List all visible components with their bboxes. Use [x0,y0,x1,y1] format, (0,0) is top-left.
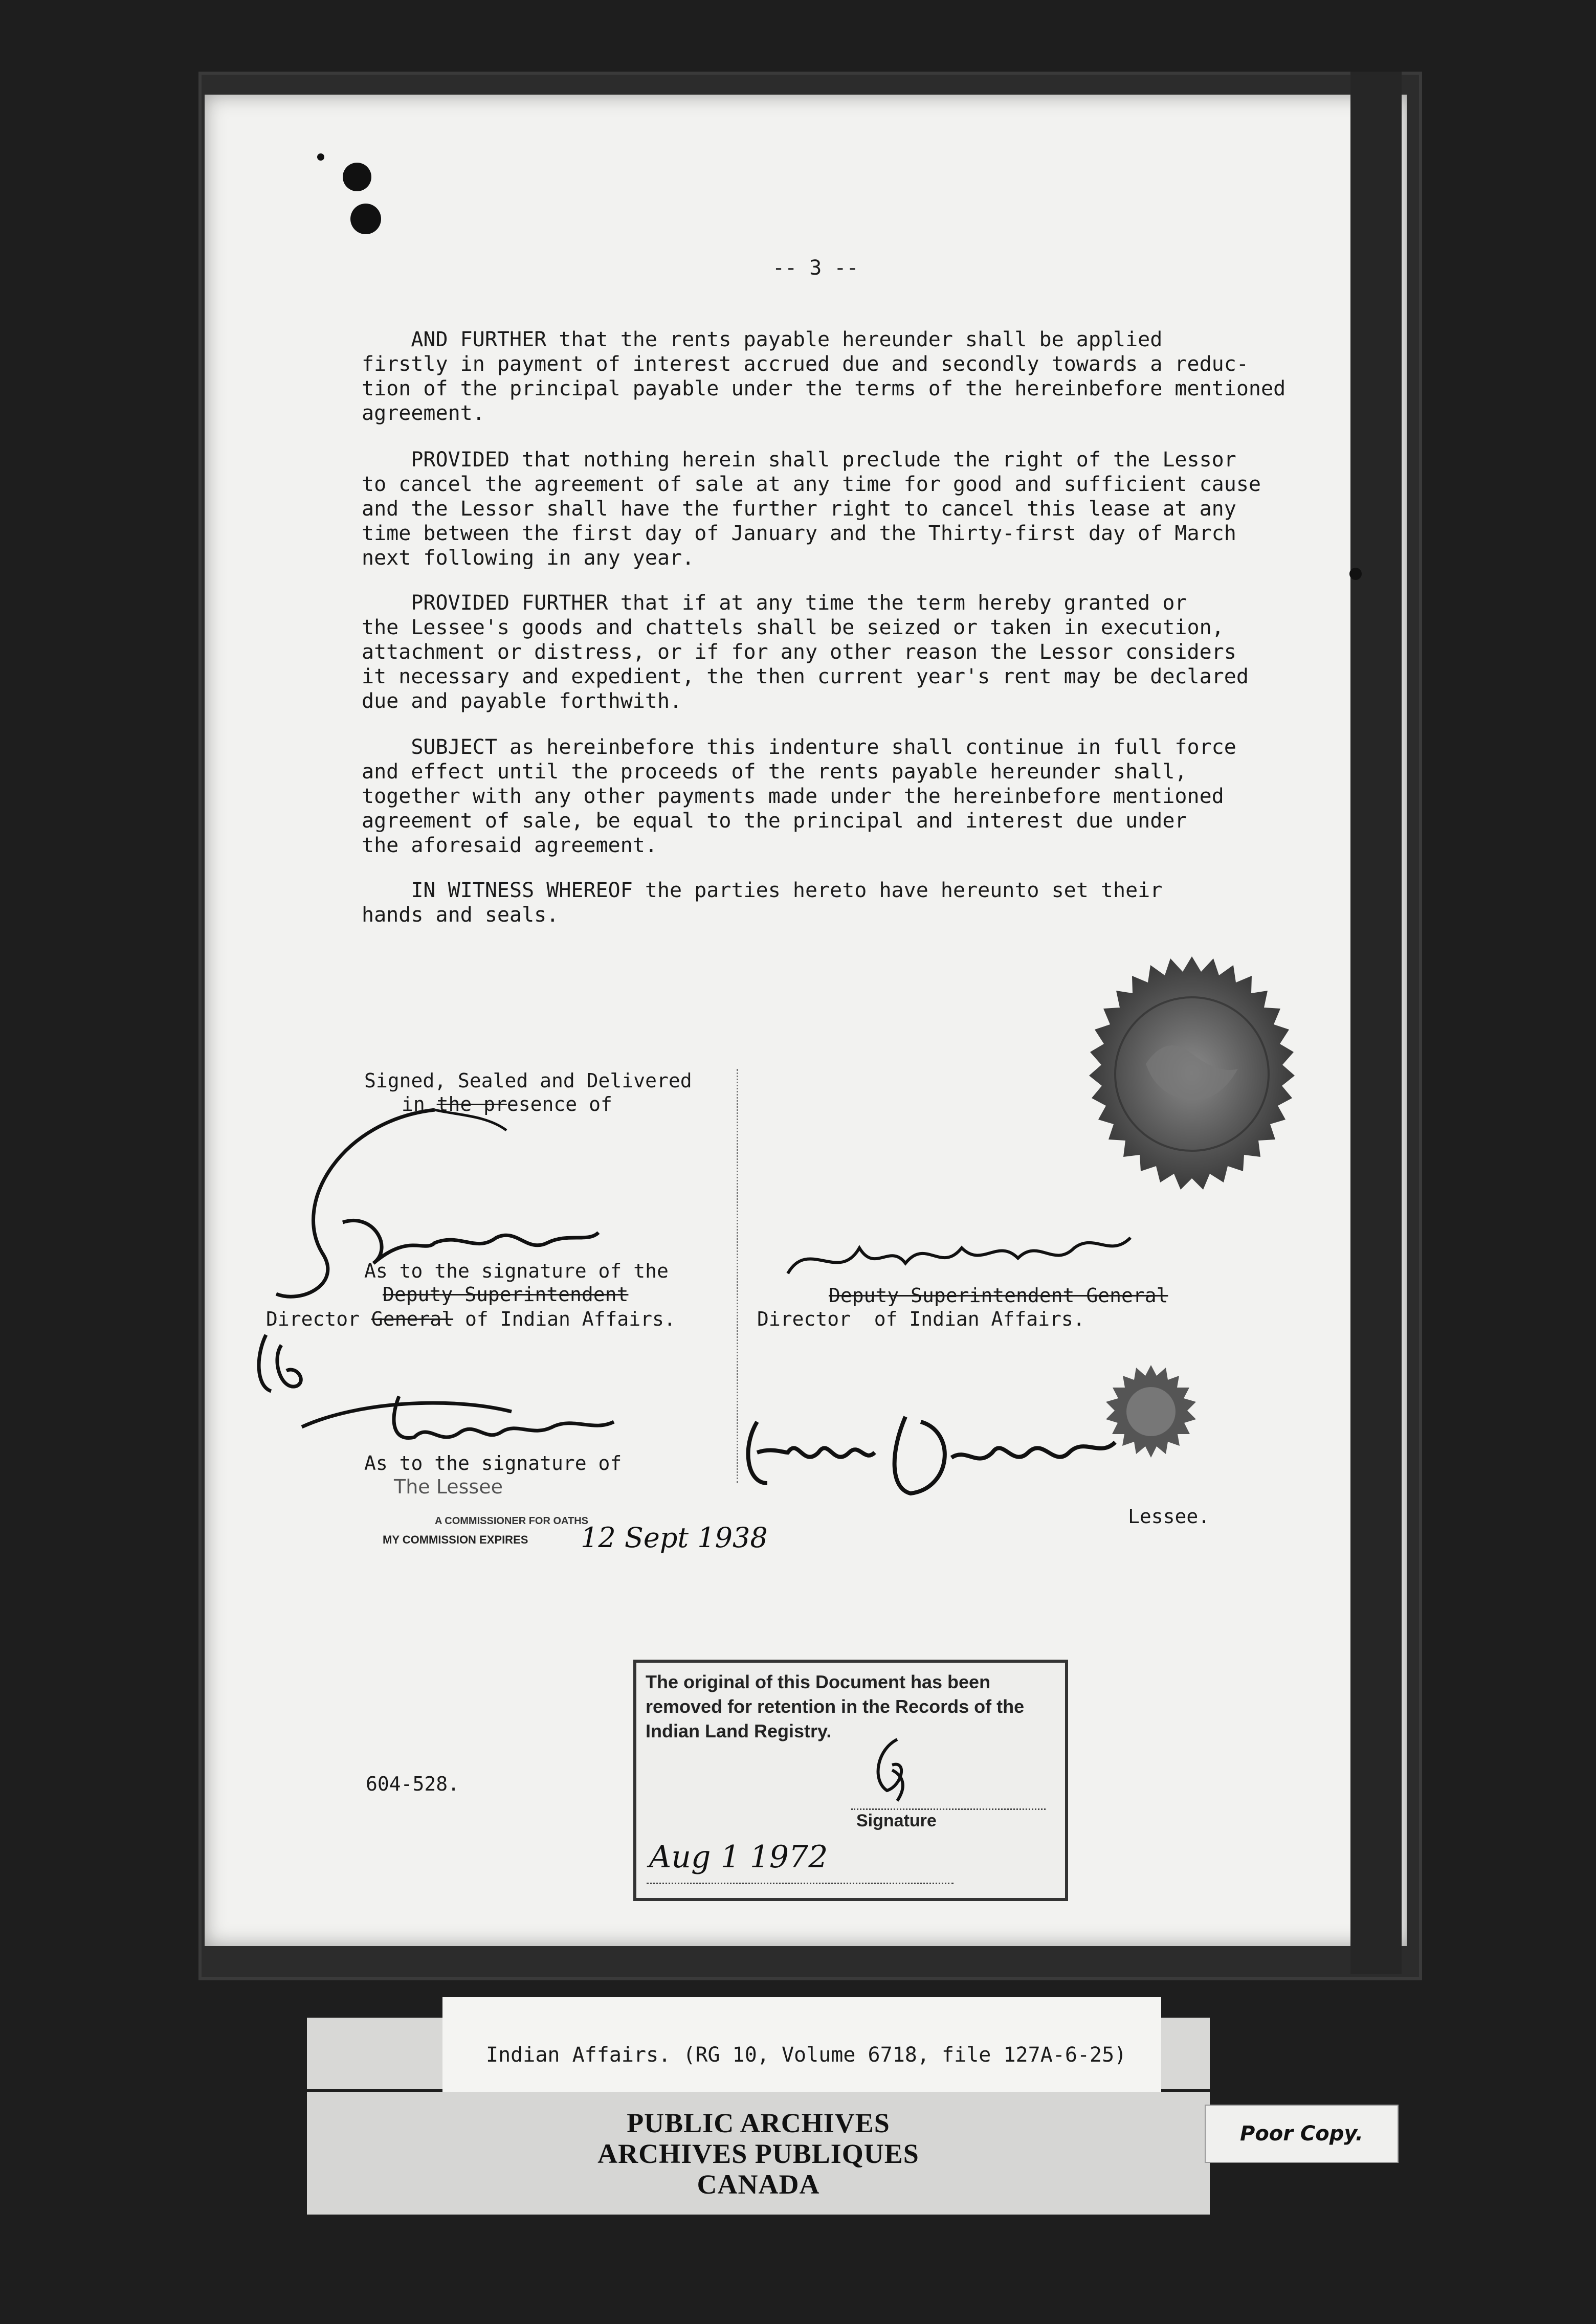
page-edge-shadow [1350,72,1402,1974]
stamp-signature-label: Signature [856,1811,937,1830]
archives-line-1: PUBLIC ARCHIVES [627,2108,890,2138]
corporate-seal-large [1064,951,1320,1207]
file-number: 604-528. [366,1773,460,1795]
lessor-title-struck: Deputy Superintendent General [829,1284,1168,1307]
presence-label: in the presence of [402,1093,612,1115]
poor-copy-tag: Poor Copy. [1205,2105,1399,2163]
stamp-signature-line [851,1808,1046,1810]
paragraph-provided: PROVIDED that nothing herein shall preclude the right of the Lessor to cancel the agreement of sale at any time for good and sufficient cause and the Lessor shall have the further right to cancel this lease at any time between the first day of January and the Thirty-first day of March next following in any year. [362,448,1261,570]
witness1-caption-line3: Director General of Indian Affairs. [266,1308,676,1330]
stamp-initial-mark [861,1729,923,1806]
ink-spot [1349,568,1362,580]
paragraph-provided-further: PROVIDED FURTHER that if at any time the term hereby granted or the Lessee's goods and chattels shall be seized or taken in execution, attachment or distress, or if for any other reason the Lessor considers it necessary and expedient, the then current year's rent may be declared due and payable forthwith. [362,591,1249,713]
paragraph-in-witness: IN WITNESS WHEREOF the parties hereto have hereunto set their hands and seals. [362,879,1163,927]
commission-top: A COMMISSIONER FOR OATHS [435,1515,588,1527]
stamp-date: Aug 1 1972 [649,1839,828,1875]
commission-label: MY COMMISSION EXPIRES [383,1533,528,1546]
archive-reference: Indian Affairs. (RG 10, Volume 6718, file 127A-6-25) [486,2043,1127,2067]
witness2-caption-line2: The Lessee [394,1476,503,1498]
lessee-signature [737,1401,1125,1504]
ink-spot [350,204,381,234]
registry-stamp [633,1660,1068,1901]
lessee-label: Lessee. [1128,1505,1210,1528]
witness-signature-2 [297,1381,629,1463]
ink-spot [317,153,324,161]
archives-line-3: CANADA [697,2169,820,2200]
lessor-signature [778,1217,1136,1294]
stamp-date-line [647,1883,954,1884]
signed-sealed-label: Signed, Sealed and Delivered [364,1069,692,1092]
witness1-caption-struck: Deputy Superintendent [383,1283,629,1306]
stamp-text: The original of this Document has been removed for retention in the Records of the Indian Land Registry. [646,1671,1025,1741]
witness1-caption-line1: As to the signature of the [364,1260,669,1282]
paragraph-subject: SUBJECT as hereinbefore this indenture shall continue in full force and effect until the proceeds of the rents payable hereunder shall, together with any other payments made under the hereinbefore mentioned agreement of sale, be equal to the principal and interest due under the aforesaid agreement. [362,735,1236,857]
witness2-caption-line1: As to the signature of [364,1452,622,1474]
commission-date: 12 Sept 1938 [581,1522,768,1554]
ink-spot [343,163,371,191]
lessor-title: Director of Indian Affairs. [757,1308,1085,1330]
archives-line-2: ARCHIVES PUBLIQUES [597,2138,919,2169]
paragraph-and-further: AND FURTHER that the rents payable hereunder shall be applied firstly in payment of interest accrued due and secondly towards a reduc- tion of the principal payable under the terms of the hereinbefore mentioned agreement. [362,328,1286,425]
page-number: -- 3 -- [772,256,859,280]
